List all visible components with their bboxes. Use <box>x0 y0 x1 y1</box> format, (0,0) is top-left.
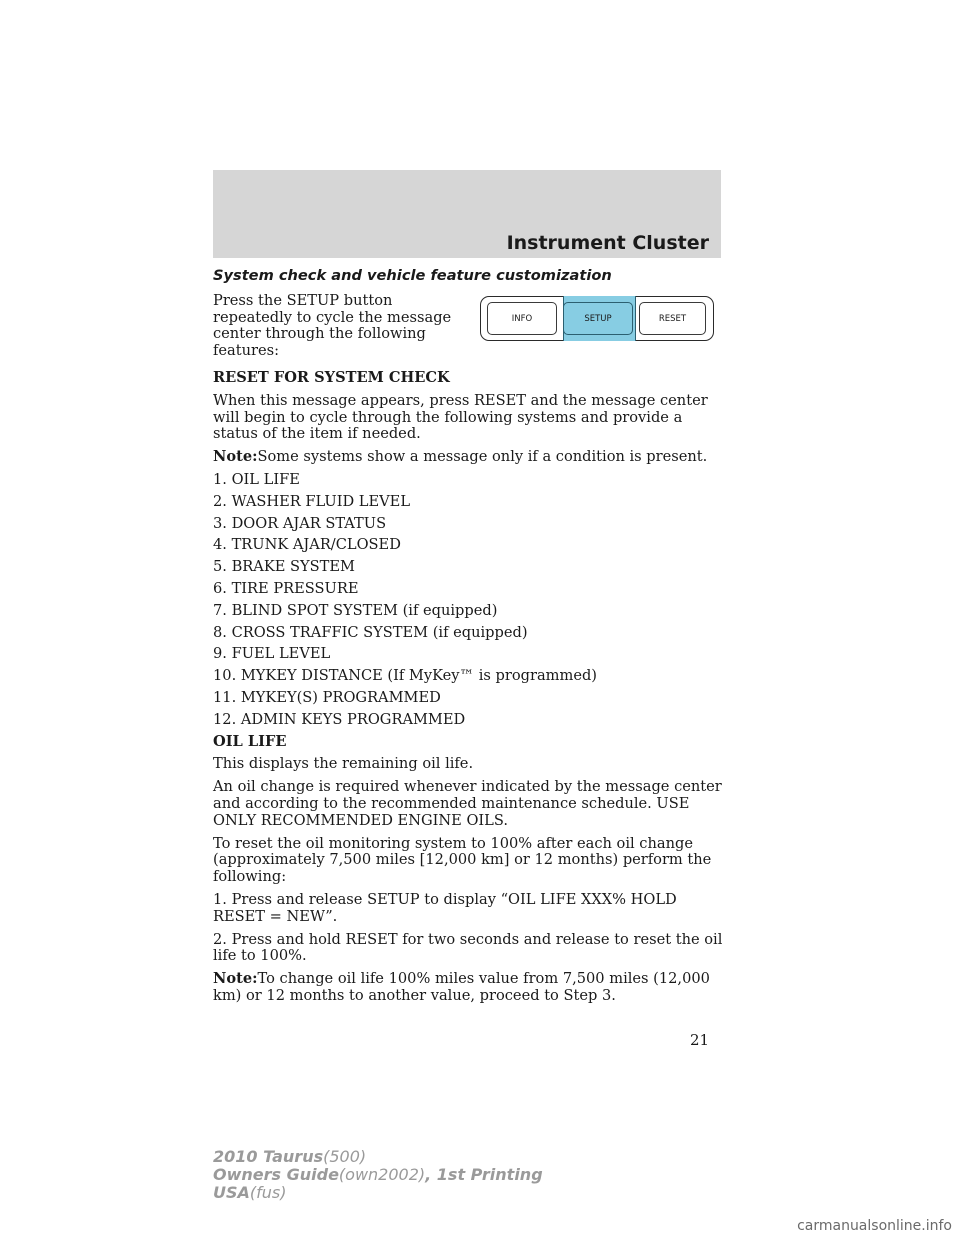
oil-life-step-1: 1. Press and release SETUP to display “OIL LIFE XXX% HOLD RESET = NEW”. <box>213 890 677 925</box>
oil-life-heading: OIL LIFE <box>213 732 287 750</box>
oil-life-note <box>213 971 723 1005</box>
footer-line-region: USA(fus) <box>213 1183 287 1202</box>
list-item: 11. MYKEY(S) PROGRAMMED <box>213 688 441 706</box>
list-item: 2. WASHER FLUID LEVEL <box>213 492 411 510</box>
list-item: 1. OIL LIFE <box>213 470 300 488</box>
intro-paragraph: Press the SETUP button repeatedly to cycle the message center through the following features: <box>213 291 452 360</box>
watermark-link[interactable]: carmanualsonline.info <box>797 1218 952 1234</box>
page-content <box>213 268 723 1011</box>
footer-line-guide: Owners Guide(own2002), 1st Printing <box>213 1165 543 1184</box>
note-text: To change oil life 100% miles value from 7,500 miles (12,000 km) or 12 months to another value, proceed to Step 3. <box>213 970 710 1004</box>
oil-life-paragraph-1: This displays the remaining oil life. <box>213 755 474 773</box>
section-heading: System check and vehicle feature customization <box>213 267 612 284</box>
reset-check-note <box>213 449 723 466</box>
note-label: Note: <box>213 448 258 466</box>
print-footer <box>213 1148 543 1202</box>
footer-line-model: 2010 Taurus(500) <box>213 1147 367 1166</box>
note-label: Note: <box>213 970 258 988</box>
reset-check-body: When this message appears, press RESET and the message center will begin to cycle through the following systems and provide a status of the item if needed. <box>213 391 708 443</box>
list-item: 3. DOOR AJAR STATUS <box>213 514 387 532</box>
info-button-illustration: INFO <box>487 302 557 335</box>
list-item: 7. BLIND SPOT SYSTEM (if equipped) <box>213 601 498 619</box>
page-number: 21 <box>690 1031 710 1049</box>
list-item: 5. BRAKE SYSTEM <box>213 558 355 576</box>
system-check-list <box>213 472 723 729</box>
list-item: 4. TRUNK AJAR/CLOSED <box>213 536 401 554</box>
list-item: 8. CROSS TRAFFIC SYSTEM (if equipped) <box>213 623 528 641</box>
reset-check-heading: RESET FOR SYSTEM CHECK <box>213 368 450 386</box>
list-item: 6. TIRE PRESSURE <box>213 579 359 597</box>
oil-life-paragraph-3: To reset the oil monitoring system to 100% after each oil change (approximately 7,500 miles [12,000 km] or 12 months) perform the following: <box>213 834 712 886</box>
chapter-title: Instrument Cluster <box>506 232 709 254</box>
section-header-band <box>213 170 721 258</box>
list-item: 9. FUEL LEVEL <box>213 645 331 663</box>
reset-button-illustration: RESET <box>639 302 706 335</box>
oil-life-paragraph-2: An oil change is required whenever indicated by the message center and according to the recommended maintenance schedule. USE ONLY RECOMMENDED ENGINE OILS. <box>213 778 722 829</box>
list-item: 10. MYKEY DISTANCE (If MyKey™ is programmed) <box>213 667 597 685</box>
list-item: 12. ADMIN KEYS PROGRAMMED <box>213 710 466 728</box>
setup-button-illustration: SETUP <box>563 302 633 335</box>
note-text: Some systems show a message only if a condition is present. <box>257 448 708 466</box>
oil-life-step-2: 2. Press and hold RESET for two seconds and release to reset the oil life to 100%. <box>213 930 723 965</box>
